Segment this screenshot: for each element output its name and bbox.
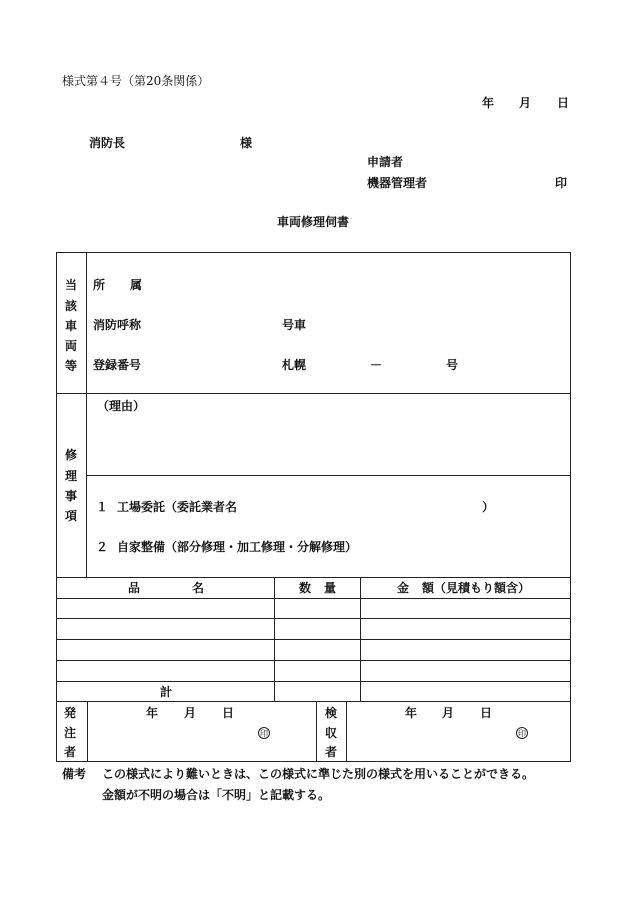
signoff-divider-2 [316,701,317,762]
col-qty-label-b: 量 [324,581,337,595]
total-label: 計 [160,685,173,699]
items-row-divider [56,639,571,640]
orderer-seal-icon: 印 [260,729,268,738]
orderer-label-char: 発 [63,706,76,720]
vehicle-side-char: 両 [64,339,77,353]
option1-text: 工場委託（委託業者名 [117,500,238,514]
repair-side-char: 項 [64,509,77,523]
vehicle-side-char: 等 [64,359,77,373]
inspector-month: 月 [442,706,455,720]
repair-side-char: 修 [64,448,77,462]
option1-close: ） [482,500,495,514]
inspector-day: 日 [480,706,493,720]
col-item-label-a: 品 [128,581,141,595]
notes-line-1: この様式により難いときは、この様式に準じた別の様式を用いることができる。 [102,767,535,781]
vehicle-side-char: 車 [64,319,77,333]
option1-number: １ [96,500,109,514]
inspector-label-char: 検 [324,706,337,720]
applicant-seal: 印 [555,176,568,190]
col-qty-label-a: 数 [299,581,312,595]
items-row-divider [56,660,571,661]
items-row-divider [56,681,571,682]
option2-number: ２ [96,540,109,554]
call-sign-label: 消防呼称 [93,318,142,332]
document-title: 車両修理伺書 [277,215,350,229]
vehicle-side-char: 当 [64,278,77,292]
signoff-divider-1 [87,701,88,762]
orderer-year: 年 [146,706,159,720]
signoff-divider-3 [346,701,347,762]
date-day-label: 日 [557,96,570,110]
option2-text: 自家整備（部分修理・加工修理・分解修理） [117,540,358,554]
date-year-label: 年 [482,96,495,110]
vehicle-side-char: 該 [64,299,77,313]
orderer-day: 日 [222,706,235,720]
inspector-year: 年 [405,706,418,720]
registration-label: 登録番号 [93,358,142,372]
inspector-label-char: 者 [324,745,337,759]
registration-dash: － [370,358,383,372]
applicant-label: 申請者 [367,155,404,169]
inspector-label-char: 収 [324,726,337,740]
registration-city: 札幌 [282,358,307,372]
reason-divider [86,475,571,476]
col-amount-label-b: 額（見積もり額含） [422,581,531,595]
manager-label: 機器管理者 [367,176,428,190]
affiliation-label-a: 所 [93,278,106,292]
repair-side-char: 事 [64,489,77,503]
registration-suffix: 号 [446,358,459,372]
signoff-table [56,701,571,762]
affiliation-label-b: 属 [130,278,143,292]
notes-label: 備考 [62,767,87,781]
vehicle-section-divider [56,393,571,394]
call-sign-suffix: 号車 [282,318,307,332]
orderer-month: 月 [184,706,197,720]
col-amount-label-a: 金 [397,581,410,595]
date-month-label: 月 [519,96,532,110]
items-row-divider [56,618,571,619]
items-header-divider [56,598,571,599]
notes-line-2: 金額が不明の場合は「不明」と記載する。 [102,788,331,802]
repair-side-char: 理 [64,469,77,483]
orderer-label-char: 注 [63,726,76,740]
addressee-honorific: 様 [240,136,253,150]
inspector-seal-icon: 印 [518,729,526,738]
vehicle-repair-frame [56,252,571,578]
form-number: 様式第４号（第20条関係） [62,74,210,88]
orderer-label-char: 者 [63,745,76,759]
reason-label: （理由） [97,399,146,413]
col-item-label-b: 名 [192,581,205,595]
side-label-divider [86,252,87,578]
addressee-title: 消防長 [89,136,126,150]
